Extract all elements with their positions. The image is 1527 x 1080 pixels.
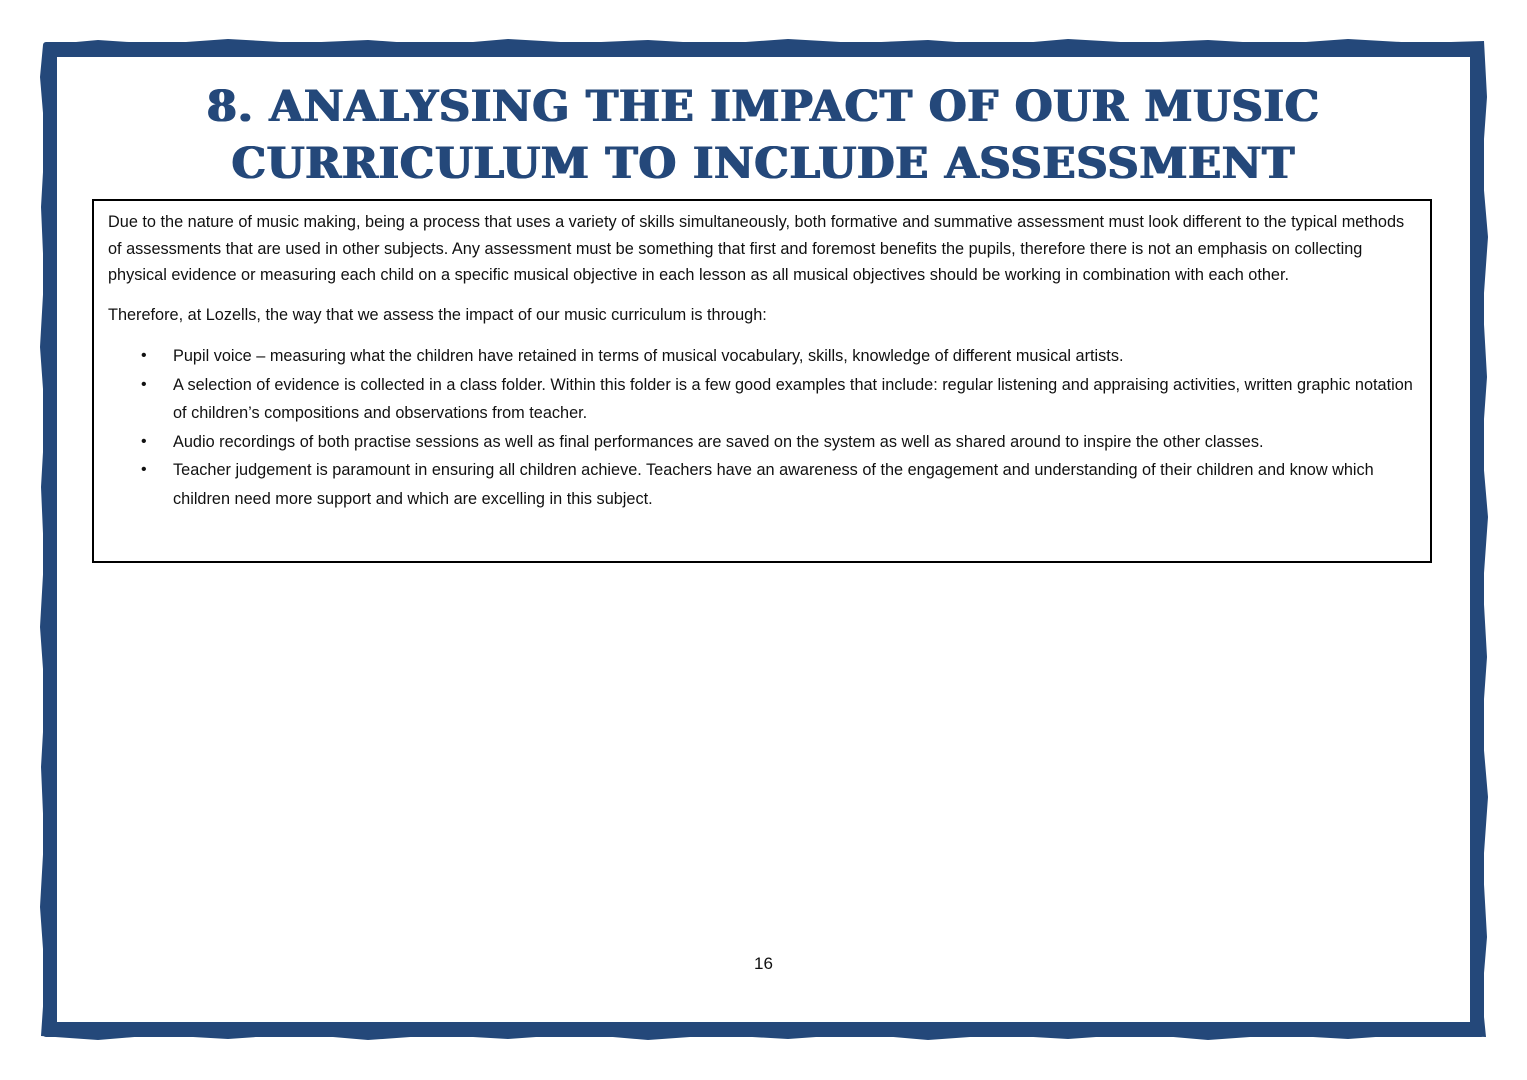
list-item: [108, 371, 1414, 428]
bullet-icon: •: [141, 375, 147, 393]
assessment-methods-list: [108, 342, 1414, 513]
page-number: 16: [754, 954, 773, 973]
page-content-area: [57, 57, 1470, 1022]
list-item-text: Pupil voice – measuring what the children have retained in terms of musical vocabulary, skills, knowledge of different musical artists.: [173, 347, 1124, 365]
list-item: [108, 456, 1414, 513]
bullet-icon: •: [141, 461, 147, 478]
bullet-icon: •: [141, 347, 147, 364]
list-item-text: Audio recordings of both practise sessions as well as final performances are saved on the system as well as shared around to inspire the other classes.: [173, 432, 1264, 451]
lead-in-paragraph: Therefore, at Lozells, the way that we assess the impact of our music curriculum is through:: [108, 305, 767, 324]
intro-paragraph: Due to the nature of music making, being a process that uses a variety of skills simultaneously, both formative and summative assessment must look different to the typical methods of assessments that are used in other subjects. Any assessment must be something that first and foremost benefits the pupils, therefore there is not an emphasis on collecting physical evidence or measuring each child on a specific musical objective in each lesson as all musical objectives should be working in combination with each other.: [108, 213, 1405, 284]
page-title: 8. ANALYSING THE IMPACT OF OUR MUSIC CURRICULUM TO INCLUDE ASSESSMENT: [206, 82, 1321, 189]
list-item-text: A selection of evidence is collected in a class folder. Within this folder is a few good examples that include: regular listening and appraising activities, written graphic notation of children’s compositions and observations from teacher.: [173, 375, 1413, 422]
list-item-text: Teacher judgement is paramount in ensuring all children achieve. Teachers have an awareness of the engagement and understanding of their children and know which children need more support and which are excelling in this subject.: [173, 461, 1374, 508]
assessment-text-box: [92, 199, 1432, 563]
bullet-icon: •: [141, 432, 147, 450]
list-item: [108, 342, 1414, 371]
list-item: [108, 428, 1414, 457]
